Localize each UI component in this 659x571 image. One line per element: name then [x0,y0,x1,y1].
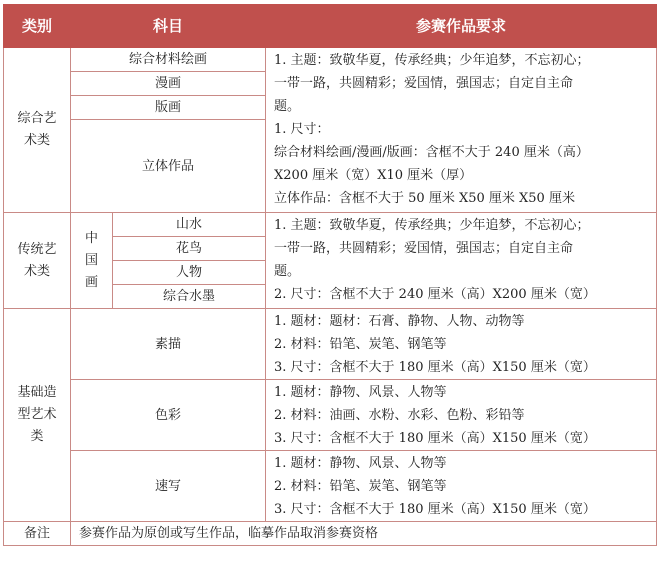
category-comprehensive: 综合艺 术类 [4,48,71,213]
requirements-sketch: 1. 题材：题材：石膏、静物、人物、动物等 2. 材料：铅笔、炭笔、钢笔等 3. 尺寸：含框不大于 180 厘米（高）X150 厘米（宽） [266,309,657,380]
requirements-color: 1. 题材：静物、风景、人物等 2. 材料：油画、水粉、水彩、色粉、彩铅等 3. 尺寸：含框不大于 180 厘米（高）X150 厘米（宽） [266,380,657,451]
header-category: 类别 [4,5,71,48]
subject-cell: 漫画 [71,72,266,96]
category-traditional: 传统艺 术类 [4,213,71,309]
subject-cell: 综合材料绘画 [71,48,266,72]
subject-cell: 立体作品 [71,120,266,213]
category-basic: 基础造 型艺术 类 [4,309,71,522]
requirements-comprehensive: 1. 主题：致敬华夏，传承经典；少年追梦，不忘初心； 一带一路，共圆精彩；爱国情，强国志；自定自主命 题。 1. 尺寸： 综合材料绘画/漫画/版画：含框不大于 240 厘米（高） X200 厘米（宽）X10 厘米（厚） 立体作品：含框不大于 50 厘米 X50 厘米 X50 厘米 [266,48,657,213]
subject-cell: 版画 [71,96,266,120]
note-label: 备注 [4,522,71,546]
subject-cell: 素描 [71,309,266,380]
header-row [4,5,657,48]
subject-cell: 人物 [113,261,266,285]
header-subject: 科目 [71,5,266,48]
chinese-painting-label: 中 国 画 [71,213,113,309]
subject-cell: 山水 [113,213,266,237]
subject-cell: 花鸟 [113,237,266,261]
header-requirements: 参赛作品要求 [266,5,657,48]
subject-cell: 综合水墨 [113,285,266,309]
competition-requirements-table [3,4,657,546]
subject-cell: 色彩 [71,380,266,451]
requirements-quick-sketch: 1. 题材：静物、风景、人物等 2. 材料：铅笔、炭笔、钢笔等 3. 尺寸：含框不大于 180 厘米（高）X150 厘米（宽） [266,451,657,522]
note-text: 参赛作品为原创或写生作品，临摹作品取消参赛资格 [71,522,657,546]
requirements-traditional: 1. 主题：致敬华夏，传承经典；少年追梦，不忘初心； 一带一路，共圆精彩；爱国情，强国志；自定自主命 题。 2. 尺寸：含框不大于 240 厘米（高）X200 厘米（宽） [266,213,657,309]
subject-cell: 速写 [71,451,266,522]
note-row [4,522,657,546]
